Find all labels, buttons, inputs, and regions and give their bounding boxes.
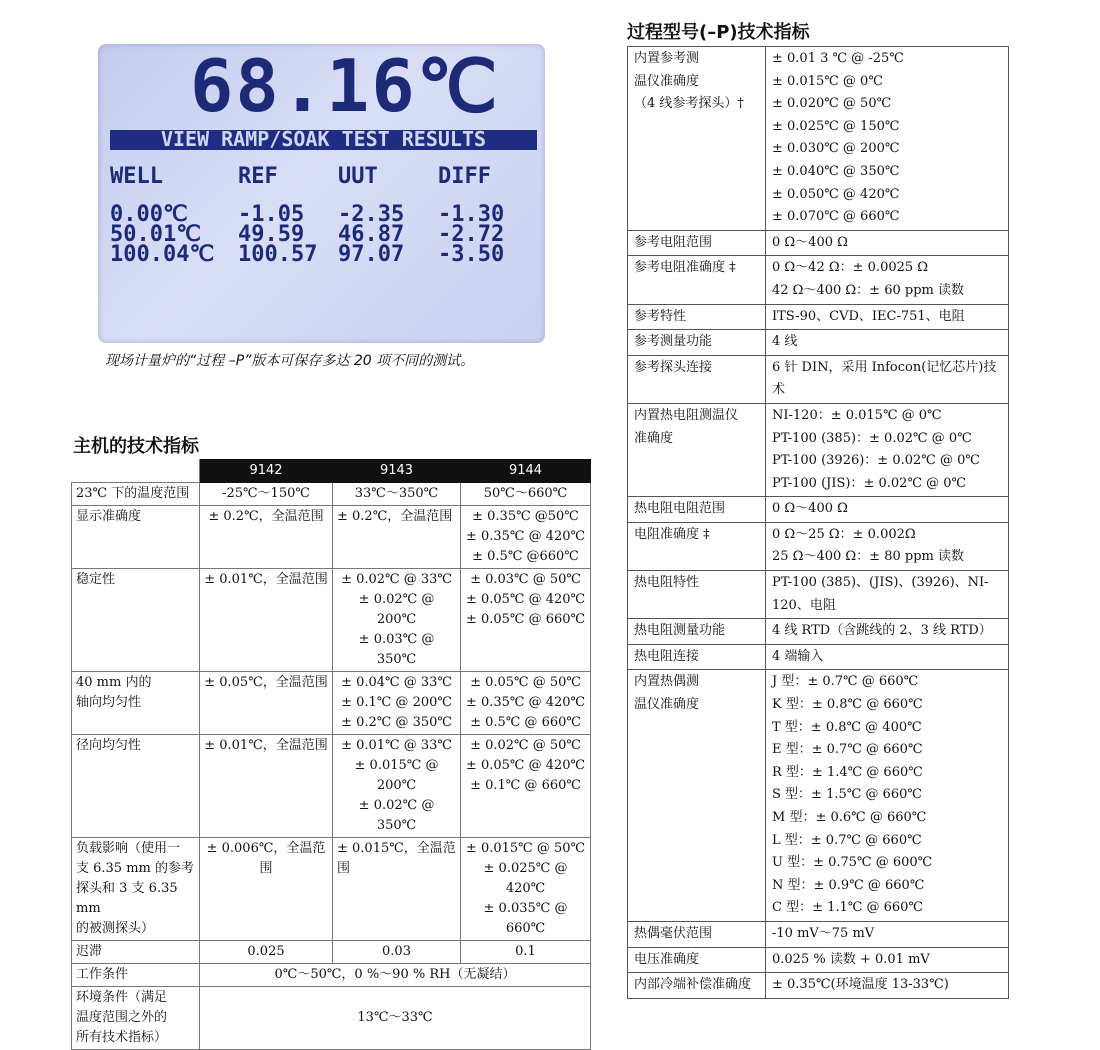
cell-line: 工作条件 bbox=[76, 967, 129, 982]
cell-line: ± 0.015℃ @ 200℃ bbox=[354, 758, 439, 793]
cell-line: 0 Ω～25 Ω：± 0.002Ω bbox=[772, 526, 916, 542]
lcd-header-cell: WELL bbox=[110, 164, 163, 189]
cell-line: K 型：± 0.8℃ @ 660℃ bbox=[772, 697, 923, 713]
cell-line: ± 0.5℃ @ 660℃ bbox=[470, 715, 581, 730]
cell-line: 温仪准确度 bbox=[634, 697, 700, 713]
row-label bbox=[72, 672, 200, 735]
spec-cell bbox=[461, 483, 591, 506]
cell-line: 电压准确度 bbox=[634, 951, 700, 967]
lcd-data-cell: 49.59 bbox=[238, 222, 305, 247]
cell-line: 环境条件（满足 bbox=[76, 990, 168, 1005]
spec-values bbox=[766, 47, 1009, 231]
cell-line: E 型：± 0.7℃ @ 660℃ bbox=[772, 742, 923, 758]
lcd-data-cell: -2.35 bbox=[338, 202, 405, 227]
cell-line: U 型：± 0.75℃ @ 600℃ bbox=[772, 855, 933, 871]
cell-line: ± 0.02℃ @ 350℃ bbox=[358, 798, 435, 833]
spec-values bbox=[766, 571, 1009, 619]
cell-line: 参考特性 bbox=[634, 308, 687, 324]
spec-values bbox=[766, 256, 1009, 304]
spec-values bbox=[766, 497, 1009, 523]
figure-caption: 现场计量炉的“过程 –P”版本可保存多达 20 项不同的测试。 bbox=[105, 353, 475, 369]
cell-line: ± 0.35℃(环境温度 13-33℃) bbox=[772, 977, 949, 993]
process-spec-row bbox=[628, 355, 1009, 403]
cell-line: ± 0.05℃ @ 420℃ bbox=[465, 592, 586, 607]
cell-line: 温度范围之外的 bbox=[76, 1010, 168, 1025]
lcd-data-cell: -3.50 bbox=[438, 242, 505, 267]
cell-line: 0.03 bbox=[382, 944, 411, 959]
process-spec-table bbox=[627, 46, 1009, 999]
row-label bbox=[628, 670, 766, 922]
spec-cell bbox=[461, 506, 591, 569]
row-label bbox=[72, 987, 200, 1050]
cell-line: ± 0.035℃ @ 660℃ bbox=[483, 901, 568, 936]
spec-cell bbox=[461, 569, 591, 672]
cell-line: 内置热偶测 bbox=[634, 674, 700, 690]
spec-cell bbox=[200, 838, 333, 941]
cell-line: 50℃～660℃ bbox=[483, 486, 568, 501]
cell-line: ± 0.5℃ @660℃ bbox=[472, 549, 579, 564]
cell-line: 23℃ 下的温度范围 bbox=[76, 486, 190, 501]
cell-line: ± 0.2℃ @ 350℃ bbox=[341, 715, 452, 730]
cell-line: 电阻准确度 ‡ bbox=[634, 526, 710, 542]
row-label bbox=[628, 330, 766, 356]
cell-line: ± 0.05℃ @ 50℃ bbox=[470, 675, 581, 690]
spec-cell bbox=[333, 672, 461, 735]
row-label bbox=[628, 403, 766, 496]
cell-line: 0.025 bbox=[247, 944, 285, 959]
process-spec-row bbox=[628, 47, 1009, 231]
lcd-banner-text: VIEW RAMP/SOAK TEST RESULTS bbox=[160, 127, 487, 151]
cell-line: 0.025 % 读数 + 0.01 mV bbox=[772, 951, 930, 967]
spec-values bbox=[766, 644, 1009, 670]
spec-cell bbox=[461, 838, 591, 941]
lcd-data-cell: 100.04℃ bbox=[110, 242, 215, 267]
spec-values bbox=[766, 230, 1009, 256]
spec-values bbox=[766, 522, 1009, 570]
row-label bbox=[72, 941, 200, 964]
process-spec-row bbox=[628, 670, 1009, 922]
spec-cell bbox=[333, 941, 461, 964]
row-label bbox=[72, 838, 200, 941]
process-spec-row bbox=[628, 947, 1009, 973]
spec-values bbox=[766, 670, 1009, 922]
cell-line: -25℃～150℃ bbox=[222, 486, 310, 501]
cell-line: ± 0.05℃ @ 660℃ bbox=[465, 612, 586, 627]
cell-line: ± 0.2℃，全温范围 bbox=[208, 509, 324, 524]
spec-cell bbox=[200, 672, 333, 735]
main-spec-row bbox=[72, 735, 591, 838]
cell-line: 热电阻特性 bbox=[634, 575, 700, 591]
cell-line: 稳定性 bbox=[76, 572, 116, 587]
cell-line: 参考电阻范围 bbox=[634, 234, 713, 250]
process-spec-row bbox=[628, 304, 1009, 330]
cell-line: ± 0.006℃，全温范围 bbox=[206, 841, 326, 876]
cell-line: 0 Ω～400 Ω bbox=[772, 234, 848, 250]
spec-cell bbox=[200, 941, 333, 964]
spec-values bbox=[766, 619, 1009, 645]
cell-line: M 型：± 0.6℃ @ 660℃ bbox=[772, 810, 927, 825]
process-spec-row bbox=[628, 256, 1009, 304]
cell-line: ± 0.015℃ @ 0℃ bbox=[772, 73, 883, 89]
cell-line: 热电阻电阻范围 bbox=[634, 501, 726, 517]
row-label bbox=[72, 569, 200, 672]
main-spec-span-row bbox=[72, 964, 591, 987]
lcd-data-cell: 50.01℃ bbox=[110, 222, 201, 247]
cell-line: 6 针 DIN，采用 Infocon(记忆芯片)技术 bbox=[772, 359, 997, 398]
row-label bbox=[628, 644, 766, 670]
lcd-temperature: 68.16℃ bbox=[190, 44, 500, 128]
lcd-data-cell: 0.00℃ bbox=[110, 202, 188, 227]
cell-line: ± 0.35℃ @50℃ bbox=[472, 509, 579, 524]
cell-line: ± 0.1℃ @ 660℃ bbox=[470, 778, 581, 793]
main-spec-row bbox=[72, 483, 591, 506]
cell-line: PT-100 (385)、(JIS)、(3926)、NI-120、电阻 bbox=[772, 575, 989, 613]
process-spec-row bbox=[628, 921, 1009, 947]
spec-values bbox=[766, 921, 1009, 947]
cell-line: 的被测探头） bbox=[76, 921, 155, 936]
cell-line: 径向均匀性 bbox=[76, 738, 142, 753]
row-label bbox=[72, 964, 200, 987]
spec-cell bbox=[461, 941, 591, 964]
cell-line: 轴向均匀性 bbox=[76, 695, 142, 710]
lcd-data-cell: 46.87 bbox=[338, 222, 405, 247]
spec-values bbox=[766, 304, 1009, 330]
lcd-header-cell: UUT bbox=[338, 164, 378, 189]
cell-line: T 型：± 0.8℃ @ 400℃ bbox=[772, 719, 922, 735]
cell-line: PT-100 (385)：± 0.02℃ @ 0℃ bbox=[772, 430, 972, 446]
row-label bbox=[628, 571, 766, 619]
spec-cell bbox=[200, 569, 333, 672]
cell-line: 温仪准确度 bbox=[634, 73, 700, 89]
cell-line: ± 0.01℃，全温范围 bbox=[204, 738, 328, 753]
process-spec-row bbox=[628, 497, 1009, 523]
cell-line: ± 0.05℃ @ 420℃ bbox=[465, 758, 586, 773]
cell-line: ± 0.02℃ @ 200℃ bbox=[358, 592, 435, 627]
cell-line: 4 端输入 bbox=[772, 648, 824, 664]
cell-line: ± 0.35℃ @ 420℃ bbox=[465, 529, 586, 544]
row-label bbox=[628, 973, 766, 999]
spec-cell bbox=[333, 483, 461, 506]
process-spec-row bbox=[628, 571, 1009, 619]
main-spec-row bbox=[72, 941, 591, 964]
cell-line: 负载影响（使用一 bbox=[76, 841, 181, 856]
cell-line: 内部冷端补偿准确度 bbox=[634, 977, 752, 993]
spec-values bbox=[766, 330, 1009, 356]
process-spec-row bbox=[628, 522, 1009, 570]
cell-line: ± 0.02℃ @ 33℃ bbox=[341, 572, 452, 587]
row-label bbox=[72, 483, 200, 506]
cell-line: S 型：± 1.5℃ @ 660℃ bbox=[772, 787, 922, 803]
cell-line: 内置热电阻测温仪 bbox=[634, 407, 739, 423]
cell-line: ± 0.35℃ @ 420℃ bbox=[465, 695, 586, 710]
cell-line: 支 6.35 mm 的参考 bbox=[76, 861, 194, 876]
span-value: 0℃～50℃，0 %～90 % RH（无凝结） bbox=[200, 964, 591, 987]
cell-line: 参考电阻准确度 ‡ bbox=[634, 260, 736, 276]
main-spec-title: 主机的技术指标 bbox=[73, 436, 199, 457]
cell-line: 热电阻连接 bbox=[634, 648, 700, 664]
model-header: 9143 bbox=[333, 460, 461, 483]
cell-line: ± 0.030℃ @ 200℃ bbox=[772, 141, 900, 157]
main-spec-corner bbox=[72, 460, 200, 483]
spec-cell bbox=[333, 735, 461, 838]
row-label bbox=[628, 947, 766, 973]
cell-line: ± 0.01 3 ℃ @ -25℃ bbox=[772, 51, 904, 66]
cell-line: ± 0.05℃，全温范围 bbox=[204, 675, 328, 690]
cell-line: ± 0.015℃，全温范围 bbox=[337, 841, 456, 876]
cell-line: ITS-90、CVD、IEC-751、电阻 bbox=[772, 308, 965, 324]
cell-line: PT-100 (3926)：± 0.02℃ @ 0℃ bbox=[772, 453, 980, 469]
cell-line: ± 0.01℃ @ 33℃ bbox=[341, 738, 452, 753]
lcd-data-cell: 97.07 bbox=[338, 242, 405, 267]
cell-line: 0 Ω～400 Ω bbox=[772, 501, 848, 517]
cell-line: C 型：± 1.1℃ @ 660℃ bbox=[772, 900, 923, 916]
cell-line: ± 0.02℃ @ 50℃ bbox=[470, 738, 581, 753]
spec-values bbox=[766, 403, 1009, 496]
main-spec-row bbox=[72, 506, 591, 569]
cell-line: ± 0.01℃，全温范围 bbox=[204, 572, 328, 587]
spec-cell bbox=[333, 506, 461, 569]
cell-line: 所有技术指标） bbox=[76, 1030, 168, 1045]
process-spec-row bbox=[628, 330, 1009, 356]
cell-line: ± 0.040℃ @ 350℃ bbox=[772, 163, 900, 179]
process-spec-title: 过程型号(–P)技术指标 bbox=[627, 22, 810, 43]
main-spec-span-row bbox=[72, 987, 591, 1050]
row-label bbox=[628, 921, 766, 947]
row-label bbox=[628, 304, 766, 330]
lcd-display bbox=[98, 44, 545, 343]
row-label bbox=[72, 735, 200, 838]
cell-line: ± 0.070℃ @ 660℃ bbox=[772, 209, 900, 225]
cell-line: 42 Ω～400 Ω：± 60 ppm 读数 bbox=[772, 282, 964, 298]
main-spec-row bbox=[72, 672, 591, 735]
lcd-header-cell: DIFF bbox=[438, 164, 491, 189]
row-label bbox=[628, 522, 766, 570]
lcd-data-cell: -2.72 bbox=[438, 222, 505, 247]
model-header: 9144 bbox=[461, 460, 591, 483]
main-spec-row bbox=[72, 569, 591, 672]
cell-line: 4 线 RTD（含跳线的 2、3 线 RTD） bbox=[772, 623, 992, 639]
cell-line: ± 0.1℃ @ 200℃ bbox=[341, 695, 452, 710]
cell-line: 显示准确度 bbox=[76, 509, 142, 524]
cell-line: ± 0.04℃ @ 33℃ bbox=[341, 675, 452, 690]
cell-line: PT-100 (JIS)：± 0.02℃ @ 0℃ bbox=[772, 475, 967, 491]
row-label bbox=[628, 619, 766, 645]
cell-line: 内置参考测 bbox=[634, 51, 700, 66]
cell-line: ± 0.025℃ @ 150℃ bbox=[772, 118, 900, 134]
spec-cell bbox=[333, 838, 461, 941]
cell-line: 热偶毫伏范围 bbox=[634, 925, 713, 941]
row-label bbox=[628, 230, 766, 256]
cell-line: N 型：± 0.9℃ @ 660℃ bbox=[772, 877, 925, 893]
cell-line: ± 0.050℃ @ 420℃ bbox=[772, 186, 900, 202]
row-label bbox=[628, 47, 766, 231]
cell-line: 4 线 bbox=[772, 334, 798, 350]
cell-line: ± 0.03℃ @ 50℃ bbox=[470, 572, 581, 587]
cell-line: 40 mm 内的 bbox=[76, 675, 152, 690]
cell-line: ± 0.020℃ @ 50℃ bbox=[772, 96, 892, 112]
lcd-data-cell: 100.57 bbox=[238, 242, 318, 267]
cell-line: 0.1 bbox=[515, 944, 536, 959]
spec-cell bbox=[200, 735, 333, 838]
lcd-banner bbox=[110, 127, 537, 151]
cell-line: 0 Ω～42 Ω：± 0.0025 Ω bbox=[772, 260, 929, 276]
row-label bbox=[628, 497, 766, 523]
cell-line: 迟滞 bbox=[76, 944, 103, 959]
row-label bbox=[628, 256, 766, 304]
cell-line: 准确度 bbox=[634, 430, 674, 446]
cell-line: 33℃～350℃ bbox=[354, 486, 439, 501]
lcd-header-cell: REF bbox=[238, 164, 278, 189]
spec-cell bbox=[461, 735, 591, 838]
lcd-data-cell: -1.05 bbox=[238, 202, 305, 227]
main-spec-table bbox=[71, 459, 591, 1050]
cell-line: R 型：± 1.4℃ @ 660℃ bbox=[772, 764, 923, 780]
cell-line: （4 线参考探头）† bbox=[634, 96, 744, 112]
cell-line: -10 mV～75 mV bbox=[772, 925, 875, 941]
process-spec-row bbox=[628, 644, 1009, 670]
cell-line: 参考探头连接 bbox=[634, 359, 713, 375]
cell-line: 热电阻测量功能 bbox=[634, 623, 726, 639]
cell-line: J 型：± 0.7℃ @ 660℃ bbox=[772, 674, 919, 690]
cell-line: ± 0.015℃ @ 50℃ bbox=[465, 841, 586, 856]
cell-line: ± 0.025℃ @ 420℃ bbox=[483, 861, 568, 896]
cell-line: 参考测量功能 bbox=[634, 334, 713, 350]
process-spec-row bbox=[628, 973, 1009, 999]
lcd-data-cell: -1.30 bbox=[438, 202, 505, 227]
spec-cell bbox=[200, 483, 333, 506]
process-spec-row bbox=[628, 230, 1009, 256]
cell-line: 25 Ω～400 Ω：± 80 ppm 读数 bbox=[772, 549, 964, 565]
model-header: 9142 bbox=[200, 460, 333, 483]
cell-line: ± 0.03℃ @ 350℃ bbox=[358, 632, 435, 667]
row-label bbox=[628, 355, 766, 403]
span-value: 13℃～33℃ bbox=[200, 987, 591, 1050]
cell-line: 探头和 3 支 6.35 mm bbox=[76, 881, 178, 916]
cell-line: ± 0.2℃，全温范围 bbox=[337, 509, 453, 524]
spec-cell bbox=[461, 672, 591, 735]
cell-line: L 型：± 0.7℃ @ 660℃ bbox=[772, 832, 922, 848]
spec-cell bbox=[333, 569, 461, 672]
process-spec-row bbox=[628, 403, 1009, 496]
spec-values bbox=[766, 973, 1009, 999]
main-spec-header-row bbox=[72, 460, 591, 483]
main-spec-row bbox=[72, 838, 591, 941]
process-spec-row bbox=[628, 619, 1009, 645]
row-label bbox=[72, 506, 200, 569]
spec-cell bbox=[200, 506, 333, 569]
spec-values bbox=[766, 947, 1009, 973]
spec-values bbox=[766, 355, 1009, 403]
cell-line: NI-120：± 0.015℃ @ 0℃ bbox=[772, 407, 942, 423]
